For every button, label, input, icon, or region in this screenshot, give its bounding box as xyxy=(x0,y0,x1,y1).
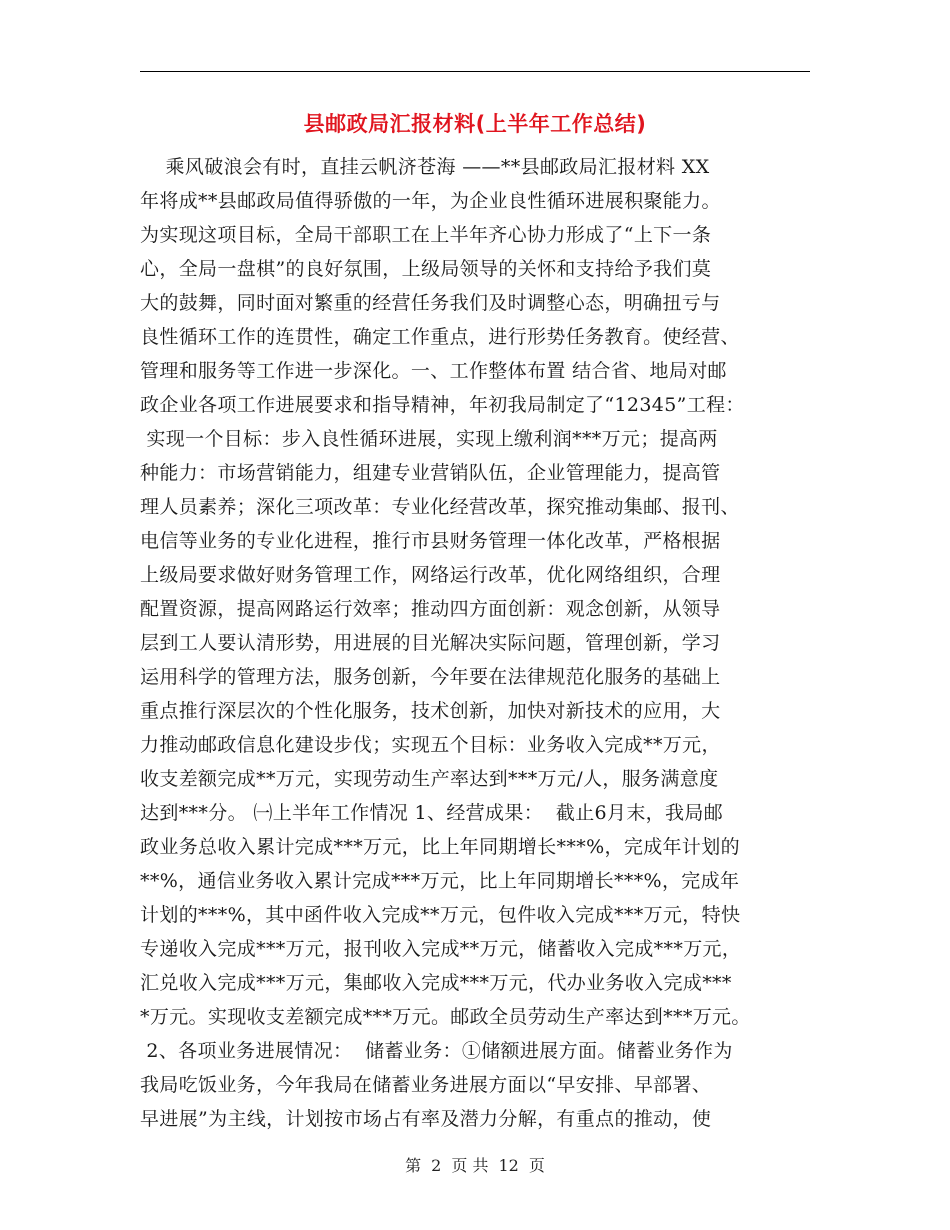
body-line: 汇兑收入完成***万元，集邮收入完成***万元，代办业务收入完成*** xyxy=(140,972,732,994)
body-line: *万元。实现收支差额完成***万元。邮政全员劳动生产率达到***万元。 xyxy=(140,1006,751,1028)
body-line: 种能力：市场营销能力，组建专业营销队伍，企业管理能力，提高管 xyxy=(140,462,721,484)
body-line: 理人员素养；深化三项改革：专业化经营改革，探究推动集邮、报刊、 xyxy=(140,496,740,518)
body-line: 乘风破浪会有时，直挂云帆济苍海 ——**县邮政局汇报材料 XX xyxy=(140,156,710,178)
body-line: 力推动邮政信息化建设步伐；实现五个目标：业务收入完成**万元， xyxy=(140,734,721,756)
footer-middle: 页 共 xyxy=(451,1156,489,1175)
footer-suffix: 页 xyxy=(528,1156,545,1175)
document-title: 县邮政局汇报材料(上半年工作总结) xyxy=(303,112,647,136)
body-line: 大的鼓舞，同时面对繁重的经营任务我们及时调整心态，明确扭亏与 xyxy=(140,292,721,314)
header-rule xyxy=(140,71,810,72)
body-line: 运用科学的管理方法，服务创新，今年要在法律规范化服务的基础上 xyxy=(140,666,721,688)
body-line: 收支差额完成**万元，实现劳动生产率达到***万元/人，服务满意度 xyxy=(140,768,719,790)
body-line: 专递收入完成***万元，报刊收入完成**万元，储蓄收入完成***万元， xyxy=(140,938,742,960)
body-line: 层到工人要认清形势，用进展的目光解决实际问题，管理创新，学习 xyxy=(140,632,721,654)
body-line: 为实现这项目标，全局干部职工在上半年齐心协力形成了“上下一条 xyxy=(140,224,712,246)
body-line: 管理和服务等工作进一步深化。一、工作整体布置 结合省、地局对邮 xyxy=(140,360,727,382)
body-line: 重点推行深层次的个性化服务，技术创新，加快对新技术的应用，大 xyxy=(140,700,721,722)
body-line: 计划的***%，其中函件收入完成**万元，包件收入完成***万元，特快 xyxy=(140,904,741,926)
body-line: 2、各项业务进展情况： 储蓄业务：①储额进展方面。储蓄业务作为 xyxy=(140,1040,733,1062)
body-line: **%，通信业务收入累计完成***万元，比上年同期增长***%，完成年 xyxy=(140,870,740,892)
body-line: 良性循环工作的连贯性，确定工作重点，进行形势任务教育。使经营、 xyxy=(140,326,740,348)
footer-prefix: 第 xyxy=(405,1156,422,1175)
document-body xyxy=(140,150,820,1136)
body-line: 政业务总收入累计完成***万元，比上年同期增长***%，完成年计划的 xyxy=(140,836,740,858)
page-footer xyxy=(0,1153,950,1176)
page-number: 2 xyxy=(431,1156,442,1175)
body-line: 早进展”为主线，计划按市场占有率及潜力分解，有重点的推动，使 xyxy=(140,1108,712,1130)
body-line: 达到***分。 ㈠上半年工作情况 1、经营成果： 截止6月末，我局邮 xyxy=(140,802,724,824)
body-line: 政企业各项工作进展要求和指导精神，年初我局制定了“12345”工程： xyxy=(140,394,745,416)
body-line: 年将成**县邮政局值得骄傲的一年，为企业良性循环进展积聚能力。 xyxy=(140,190,721,212)
body-line: 电信等业务的专业化进程，推行市县财务管理一体化改革，严格根据 xyxy=(140,530,721,552)
body-line: 心，全局一盘棋”的良好氛围，上级局领导的关怀和支持给予我们莫 xyxy=(140,258,712,280)
body-line: 配置资源，提高网路运行效率；推动四方面创新：观念创新，从领导 xyxy=(140,598,721,620)
body-line: 上级局要求做好财务管理工作，网络运行改革，优化网络组织，合理 xyxy=(140,564,721,586)
body-line: 实现一个目标：步入良性循环进展，实现上缴利润***万元；提高两 xyxy=(140,428,718,450)
body-line: 我局吃饭业务，今年我局在储蓄业务进展方面以“早安排、早部署、 xyxy=(140,1074,712,1096)
total-pages: 12 xyxy=(498,1156,519,1175)
